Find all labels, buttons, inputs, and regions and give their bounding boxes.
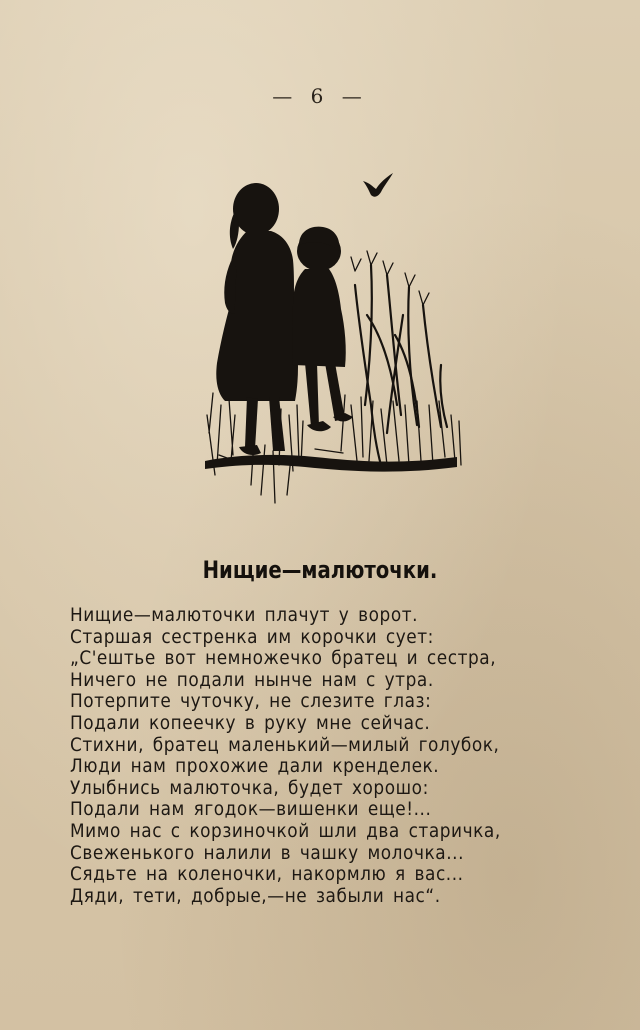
poem-line: Подали копеечку в руку мне сейчас. xyxy=(70,712,431,734)
poem-line: Улыбнись малюточка, будет хорошо: xyxy=(70,777,429,799)
poem-title: Нищие—малюточки. xyxy=(202,556,438,584)
poem-text xyxy=(70,605,570,907)
poem-line: Сядьте на коленочки, накормлю я вас... xyxy=(70,864,464,886)
poem-line: Подали нам ягодок—вишенки еще!... xyxy=(70,799,432,821)
poem-line: Нищие—малюточки плачут у ворот. xyxy=(70,605,419,626)
poem-line: Потерпите чуточку, не слезите глаз: xyxy=(70,691,432,713)
poem-line: Дяди, тети, добрые,—не забыли нас“. xyxy=(70,885,441,907)
silhouette-children-icon xyxy=(195,165,475,535)
poem-line: Мимо нас с корзиночкой шли два старичка, xyxy=(70,820,501,842)
poem-line: Люди нам прохожие дали кренделек. xyxy=(70,756,440,778)
poem-line: Ничего не подали нынче нам с утра. xyxy=(70,669,434,691)
poem-line: Свеженького налили в чашку молочка... xyxy=(70,842,465,864)
poem-line: „С'ештье вот немножечко братец и сестра, xyxy=(70,648,497,670)
poem-line: Стихни, братец маленький—милый голубок, xyxy=(70,734,500,756)
poem-line: Старшая сестренка им корочки сует: xyxy=(70,626,434,648)
page-number: — 6 — xyxy=(272,84,368,108)
